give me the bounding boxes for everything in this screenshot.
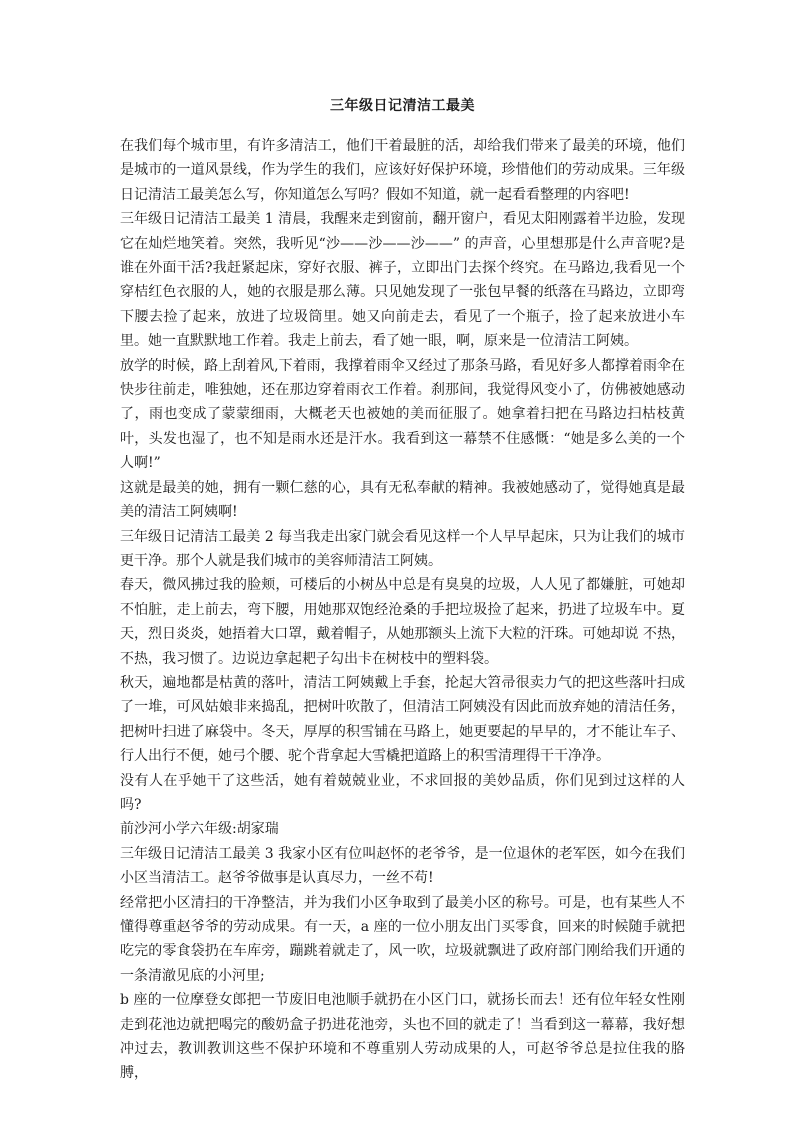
paragraph: 放学的时候，路上刮着风,下着雨，我撑着雨伞又经过了那条马路，看见好多人都撑着雨伞在快步往前走，唯独她，还在那边穿着雨衣工作着。刹那间，我觉得风变小了，仿佛被她感动了，雨也变成了蒙蒙细雨，大概老天也被她的美而征服了。她拿着扫把在马路边扫枯枝黄叶，头发也湿了，也不知是雨水还是汗水。我看到这一幕禁不住感慨：“她是多么美的一个人啊!” [120,357,685,472]
paragraph: 三年级日记清洁工最美 3 我家小区有位叫赵怀的老爷爷，是一位退休的老军医，如今在我们小区当清洁工。赵爷爷做事是认真尽力，一丝不苟! [120,845,685,887]
author-line: 前沙河小学六年级:胡家瑞 [120,821,279,838]
paragraph: 这就是最美的她，拥有一颗仁慈的心，具有无私奉献的精神。我被她感动了，觉得她真是最美的清洁工阿姨啊! [120,479,685,521]
paragraph: 三年级日记清洁工最美 2 每当我走出家门就会看见这样一个人早早起床，只为让我们的城市更干净。那个人就是我们城市的美容师清洁工阿姨。 [120,528,685,569]
document-body [120,134,685,1086]
document-title: 三年级日记清洁工最美 [330,98,475,114]
document-page [120,96,685,1086]
paragraph: 在我们每个城市里，有许多清洁工，他们干着最脏的活，却给我们带来了最美的环境，他们是城市的一道风景线，作为学生的我们，应该好好保护环境，珍惜他们的劳动成果。三年级日记清洁工最美怎么写，你知道怎么写吗？假如不知道，就一起看看整理的内容吧! [120,138,685,203]
paragraph: b 座的一位摩登女郎把一节废旧电池顺手就扔在小区门口，就扬长而去！还有位年轻女性刚走到花池边就把喝完的酸奶盒子扔进花池旁，头也不回的就走了！当看到这一幕幕，我好想冲过去，教训教训这些不保护环境和不尊重别人劳动成果的人，可赵爷爷总是拉住我的胳膊， [120,992,685,1082]
paragraph: 没有人在乎她干了这些活，她有着兢兢业业，不求回报的美妙品质，你们见到过这样的人吗? [120,772,685,813]
paragraph: 秋天，遍地都是枯黄的落叶，清洁工阿姨戴上手套，抡起大笤帚很卖力气的把这些落叶扫成了一堆，可风姑娘非来捣乱，把树叶吹散了，但清洁工阿姨没有因此而放弃她的清洁任务，把树叶扫进了麻袋中。冬天，厚厚的积雪铺在马路上，她更要起的早早的，才不能让车子、行人出行不便，她弓个腰、驼个背拿起大雪橇把道路上的积雪清理得干干净净。 [120,674,685,765]
paragraph: 三年级日记清洁工最美 1 清晨，我醒来走到窗前，翻开窗户，看见太阳刚露着半边脸，发现它在灿烂地笑着。突然，我听见“沙——沙——沙——” 的声音，心里想那是什么声音呢?是谁在外面干活?我赶紧起床，穿好衣服、裤子，立即出门去探个终究。在马路边,我看见一个穿桔红色衣服的人，她的衣服是那么薄。只见她发现了一张包早餐的纸落在马路边，立即弯下腰去捡了起来，放进了垃圾筒里。她又向前走去，看见了一个瓶子，捡了起来放进小车里。她一直默默地工作着。我走上前去，看了她一眼，啊，原来是一位清洁工阿姨。 [120,211,685,350]
paragraph: 经常把小区清扫的干净整洁，并为我们小区争取到了最美小区的称号。可是，也有某些人不懂得尊重赵爷爷的劳动成果。有一天，a 座的一位小朋友出门买零食，回来的时候随手就把吃完的零食袋扔在车库旁，蹦跳着就走了，风一吹，垃圾就飘进了政府部门刚给我们开通的一条清澈见底的小河里; [120,894,685,984]
paragraph: 春天，微风拂过我的脸颊，可楼后的小树丛中总是有臭臭的垃圾，人人见了都嫌脏，可她却不怕脏，走上前去，弯下腰，用她那双饱经沧桑的手把垃圾捡了起来，扔进了垃圾车中。夏天，烈日炎炎，她捂着大口罩，戴着帽子，从她那额头上流下大粒的汗珠。可她却说 不热，不热，我习惯了。边说边拿起耙子勾出卡在树枝中的塑料袋。 [120,577,685,667]
